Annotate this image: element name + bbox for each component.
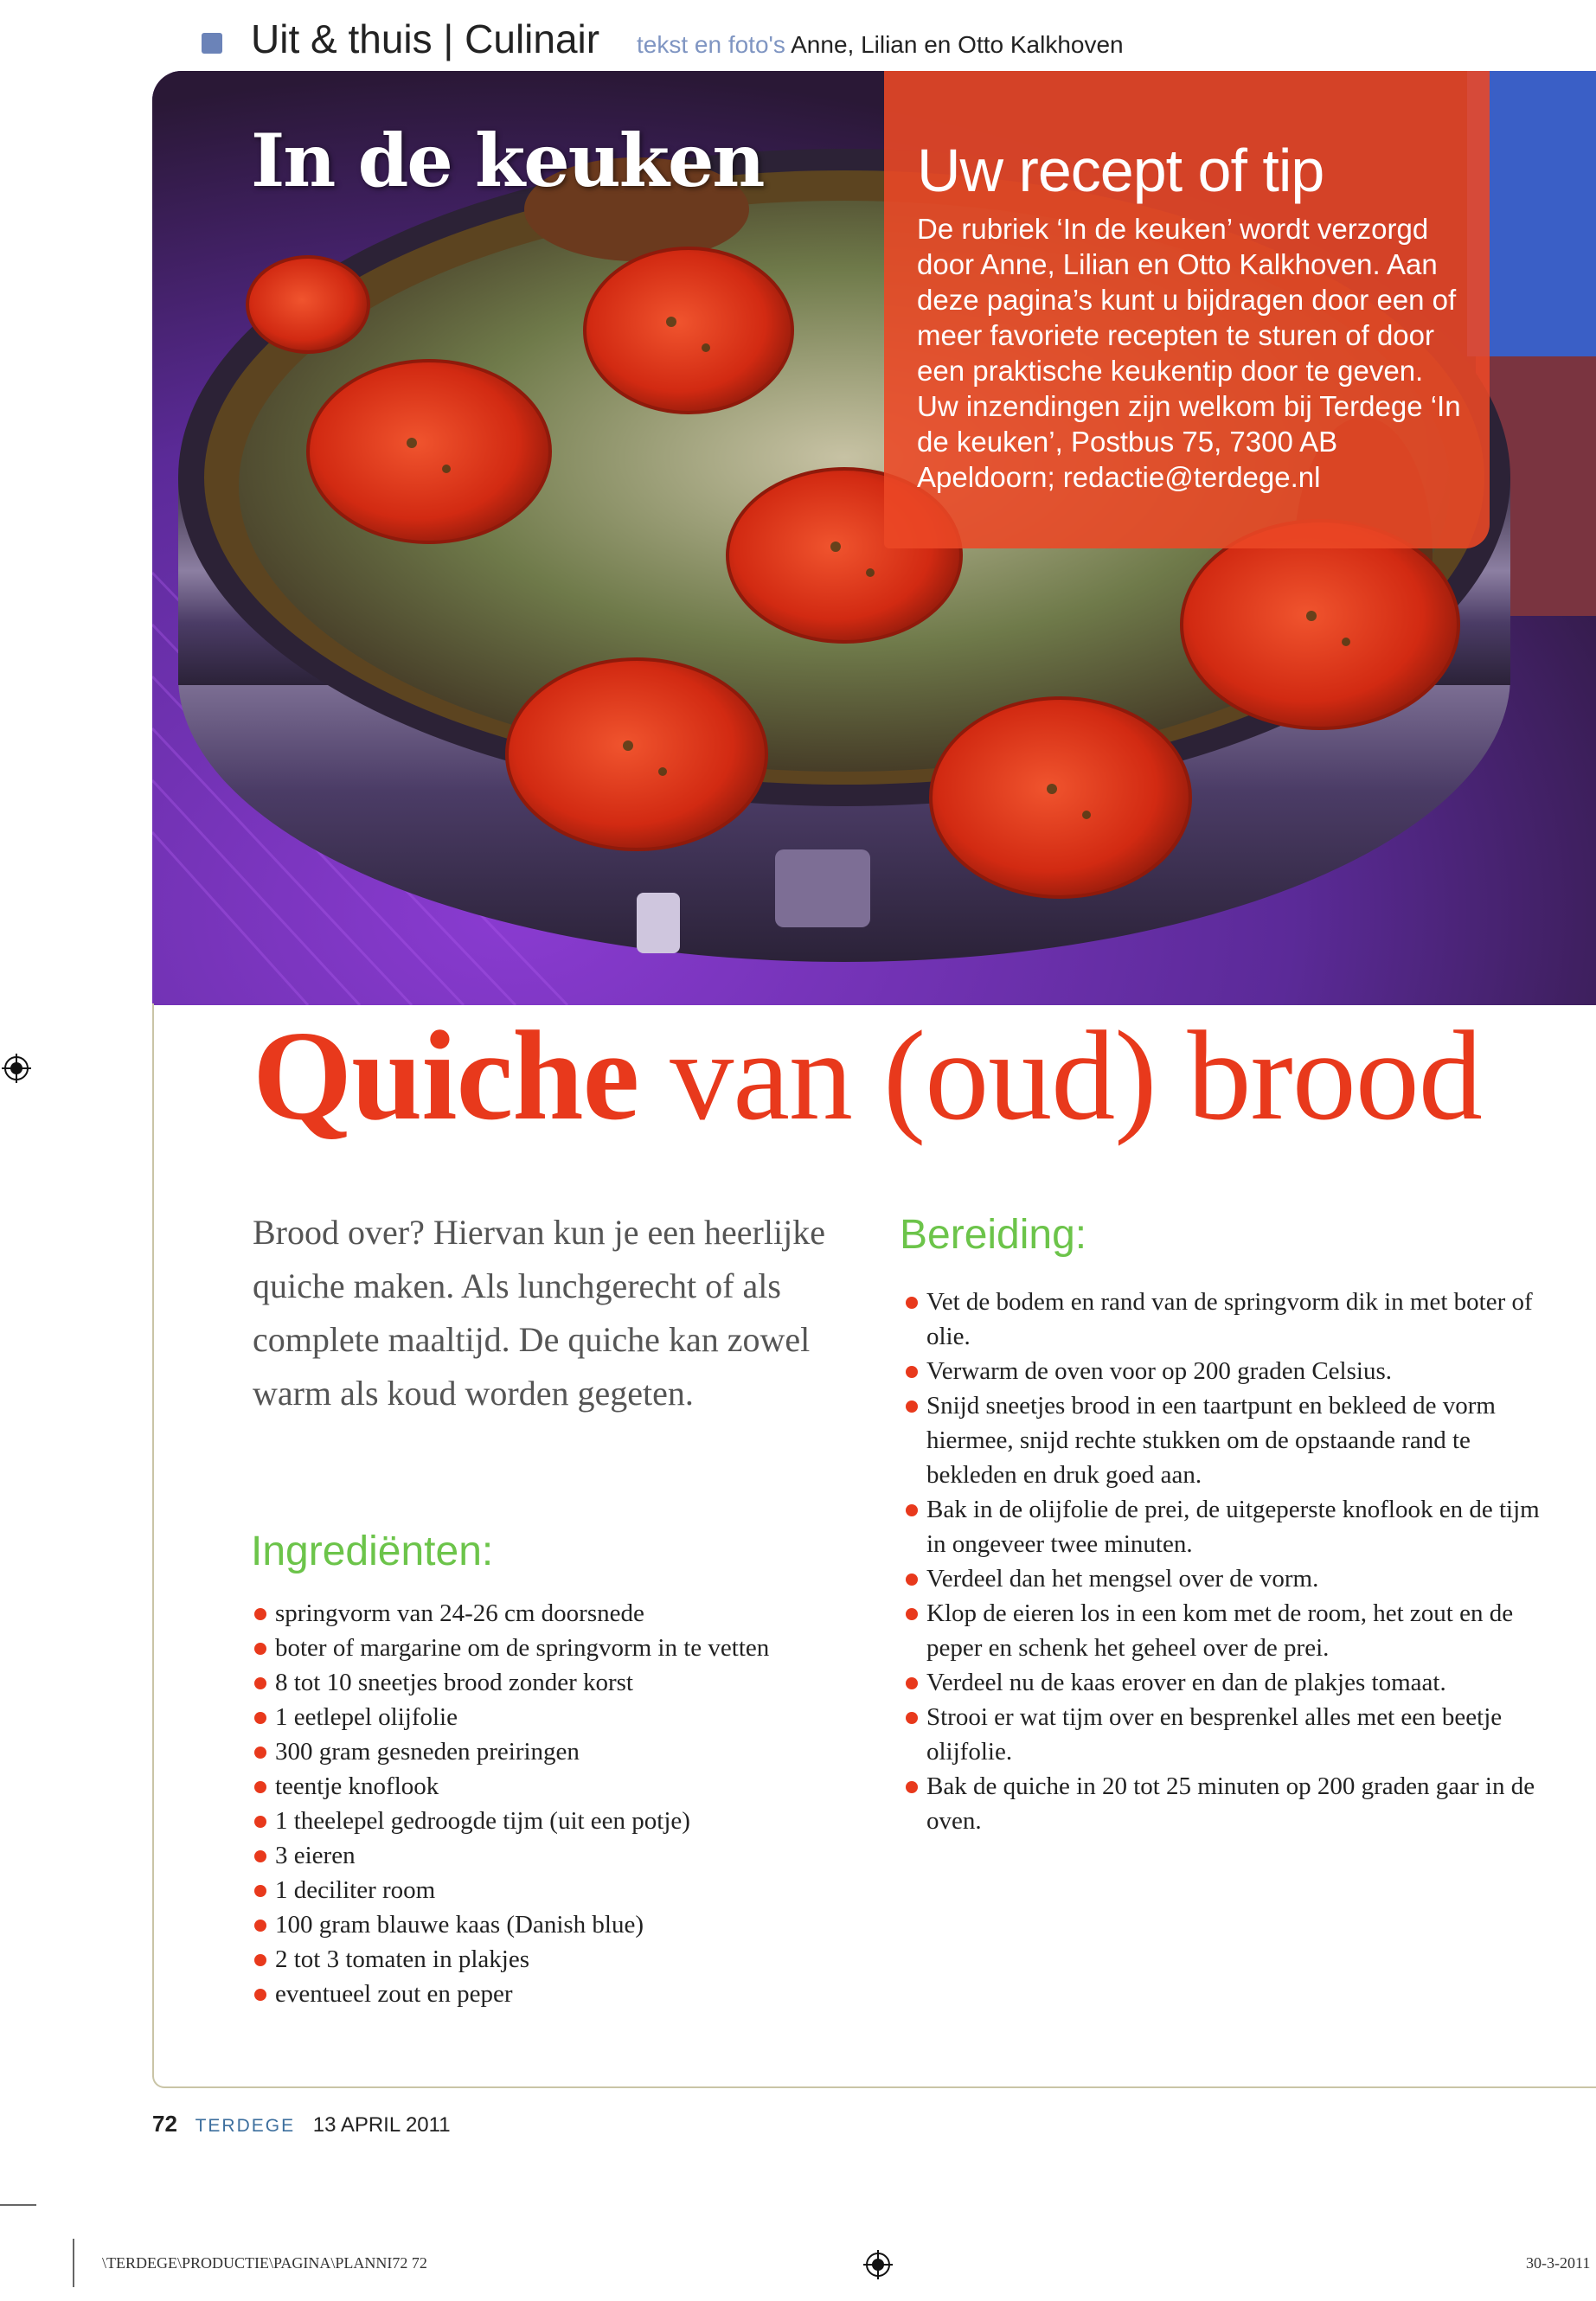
list-item-text: Verwarm de oven voor op 200 graden Celsius. (926, 1357, 1392, 1385)
tip-title: Uw recept of tip (917, 137, 1324, 204)
list-item-text: 3 eieren (275, 1842, 356, 1869)
bullet-icon (254, 1920, 266, 1932)
list-item-text: teentje knoflook (275, 1772, 439, 1800)
bullet-icon (254, 1608, 266, 1620)
list-item-text: springvorm van 24-26 cm doorsnede (275, 1599, 644, 1627)
list-item-text: 8 tot 10 sneetjes brood zonder korst (275, 1669, 633, 1696)
bullet-icon (906, 1677, 918, 1689)
list-item-text: 2 tot 3 tomaten in plakjes (275, 1945, 529, 1973)
ingredients-list (253, 1596, 875, 2011)
list-item (253, 1596, 875, 1631)
bullet-icon (906, 1297, 918, 1309)
list-item (904, 1700, 1544, 1769)
list-item (253, 1873, 875, 1907)
bullet-icon (254, 1850, 266, 1862)
section-label: Uit & thuis | Culinair (251, 16, 600, 61)
list-item-text: eventueel zout en peper (275, 1980, 513, 2008)
intro-text: Brood over? Hiervan kun je een heerlijke quiche maken. Als lunchgerecht of als complete maaltijd. De quiche kan zowel warm als koud worden gegeten. (253, 1213, 825, 1413)
bullet-icon (906, 1400, 918, 1413)
bullet-icon (254, 1677, 266, 1689)
bullet-icon (254, 1816, 266, 1828)
list-item-text: Bak in de olijfolie de prei, de uitgeperste knoflook en de tijm in ongeveer twee minuten. (926, 1496, 1540, 1558)
bullet-icon (906, 1781, 918, 1793)
tip-box (884, 71, 1490, 548)
crop-mark (0, 2204, 36, 2206)
list-item-text: Strooi er wat tijm over en besprenkel alles met een beetje olijfolie. (926, 1703, 1503, 1766)
list-item-text: boter of margarine om de springvorm in te vetten (275, 1634, 770, 1662)
author-credit (637, 31, 1124, 59)
content-frame-left (152, 1003, 154, 2078)
bullet-icon (906, 1366, 918, 1378)
bullet-icon (906, 1574, 918, 1586)
list-item (904, 1665, 1544, 1700)
bullet-icon (906, 1712, 918, 1724)
title-bold: Quiche (253, 1005, 639, 1147)
list-item-text: Bak de quiche in 20 tot 25 minuten op 200 graden gaar in de oven. (926, 1772, 1535, 1835)
title-rest: van (oud) brood (638, 1005, 1482, 1147)
ingredients-heading: Ingrediënten: (251, 1529, 494, 1574)
bullet-icon (254, 1989, 266, 2001)
list-item (253, 1665, 875, 1700)
list-item-text: Verdeel dan het mengsel over de vorm. (926, 1565, 1319, 1593)
list-item (253, 1769, 875, 1804)
list-item (253, 1734, 875, 1769)
list-item (904, 1596, 1544, 1665)
list-item-text: Snijd sneetjes brood in een taartpunt en bekleed de vorm hiermee, snijd rechte stukken om de opstaande rand te bekleden en druk goed aan. (926, 1392, 1496, 1489)
bullet-icon (254, 1747, 266, 1759)
list-item-text: 1 theelepel gedroogde tijm (uit een potje) (275, 1807, 690, 1835)
list-item-text: Vet de bodem en rand van de springvorm dik in met boter of olie. (926, 1288, 1533, 1350)
bullet-icon (254, 1954, 266, 1966)
list-item (904, 1285, 1544, 1354)
bullet-icon (254, 1643, 266, 1655)
list-item (904, 1561, 1544, 1596)
list-item-text: 1 deciliter room (275, 1876, 436, 1904)
list-item (253, 1977, 875, 2011)
magazine-name: TERDEGE (195, 2116, 296, 2136)
registration-mark-icon (863, 2250, 893, 2279)
credit-prefix: tekst en foto's (637, 31, 785, 58)
list-item (253, 1942, 875, 1977)
list-item (253, 1838, 875, 1873)
page-footer (152, 2111, 451, 2138)
list-item (253, 1804, 875, 1838)
list-item-text: 1 eetlepel olijfolie (275, 1703, 458, 1731)
list-item (904, 1354, 1544, 1388)
slug-path: \TERDEGE\PRODUCTIE\PAGINA\PLANNI72 72 (102, 2254, 427, 2272)
list-item (253, 1907, 875, 1942)
content-frame-bottom (152, 2076, 1596, 2088)
list-item (904, 1388, 1544, 1492)
tip-body: De rubriek ‘In de keuken’ wordt verzorgd door Anne, Lilian en Otto Kalkhoven. Aan deze pagina’s kunt u bijdragen door een of meer favoriete recepten te sturen of door een praktische keukentip door te geven. Uw inzendingen zijn welkom bij Terdege ‘In de keuken’, Postbus 75, 7300 AB Apeldoorn; redactie@terdege.nl (917, 213, 1461, 493)
section-square-icon (202, 33, 222, 54)
list-item (253, 1700, 875, 1734)
slug-date: 30-3-2011 (1526, 2254, 1591, 2272)
bullet-icon (906, 1504, 918, 1516)
registration-mark-icon (2, 1054, 31, 1083)
list-item-text: Klop de eieren los in een kom met de room, het zout en de peper en schenk het geheel over de prei. (926, 1599, 1514, 1662)
bullet-icon (254, 1712, 266, 1724)
bullet-icon (254, 1885, 266, 1897)
slug-divider (73, 2239, 74, 2287)
bullet-icon (254, 1781, 266, 1793)
list-item (904, 1492, 1544, 1561)
list-item-text: 100 gram blauwe kaas (Danish blue) (275, 1911, 644, 1939)
kicker-title: In de keuken (251, 118, 764, 203)
list-item (253, 1631, 875, 1665)
list-item-text: Verdeel nu de kaas erover en dan de plakjes tomaat. (926, 1669, 1446, 1696)
article-title (253, 1005, 1482, 1147)
bullet-icon (906, 1608, 918, 1620)
page-number: 72 (152, 2111, 177, 2137)
credit-names: Anne, Lilian en Otto Kalkhoven (791, 31, 1124, 58)
preparation-list (904, 1285, 1544, 1838)
issue-date: 13 APRIL 2011 (312, 2113, 451, 2137)
preparation-heading: Bereiding: (900, 1212, 1087, 1258)
list-item (904, 1769, 1544, 1838)
list-item-text: 300 gram gesneden preiringen (275, 1738, 580, 1766)
